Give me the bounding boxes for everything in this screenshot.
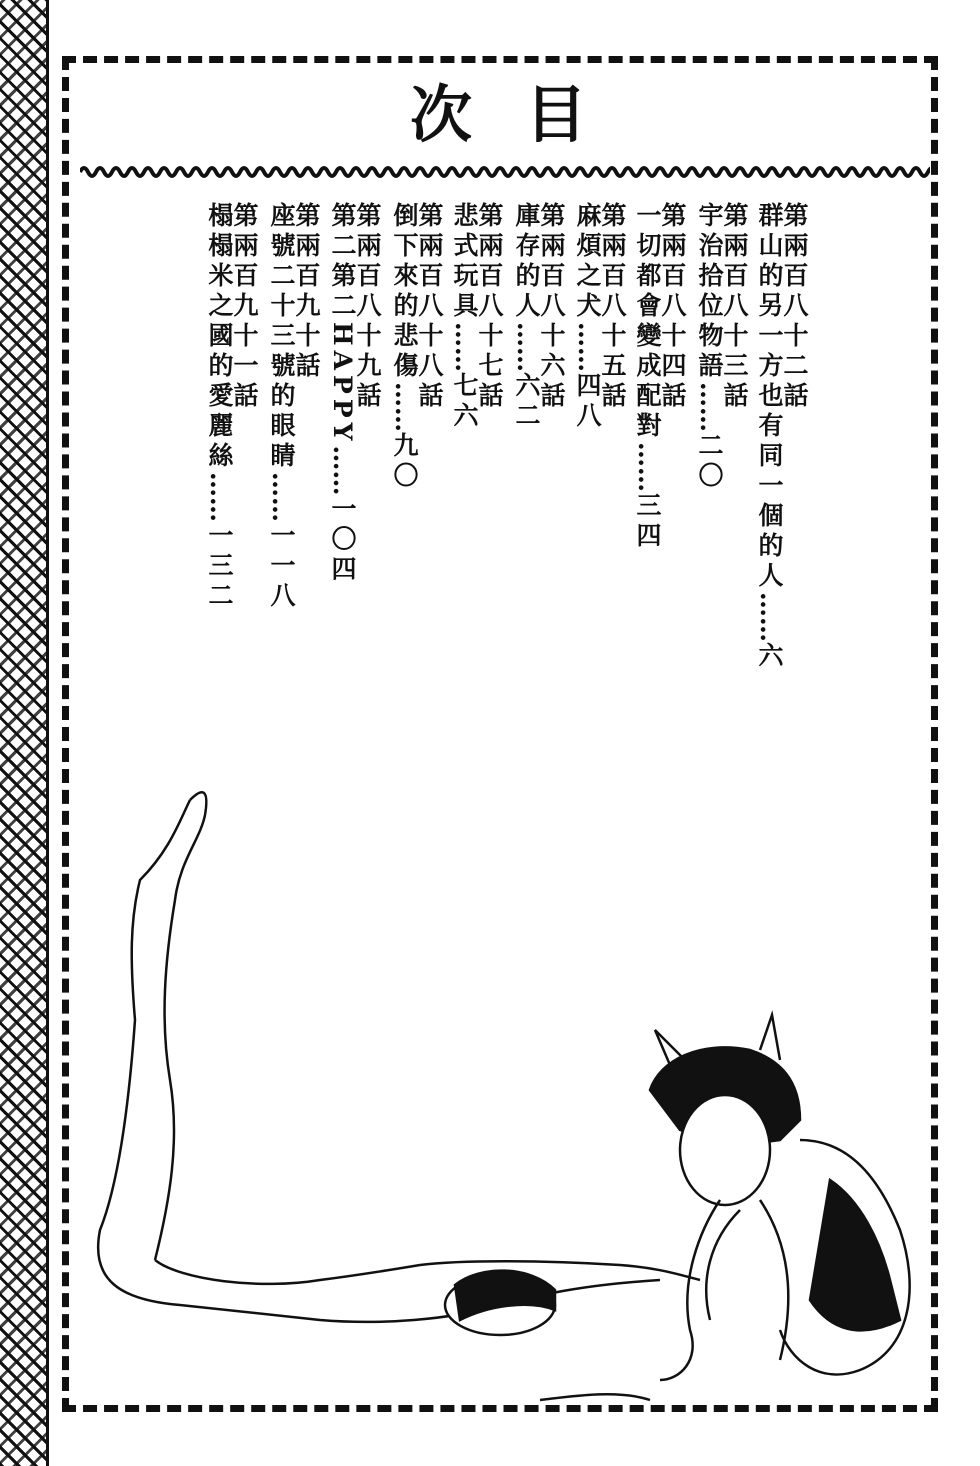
leader-dots: …… <box>205 472 234 522</box>
chapter-title: 一切都會變成配對 <box>633 202 662 442</box>
leader-dots: …… <box>390 382 419 432</box>
leader-dots: …… <box>512 322 541 372</box>
leader-dots: …… <box>328 445 357 496</box>
toc-entry <box>269 202 319 612</box>
chapter-title: 宇治拾位物語 <box>695 202 724 382</box>
chapter-title: 榻榻米之國的愛麗絲 <box>205 202 234 472</box>
chapter-number: 第兩百八十五話 <box>598 202 627 412</box>
page-number: 三四 <box>633 492 662 552</box>
chapter-title: 悲式玩具 <box>450 202 479 322</box>
heading-char-1: 次 <box>410 78 473 151</box>
chapter-number: 第兩百八十三話 <box>720 202 749 412</box>
page-number: 一一八 <box>267 522 296 612</box>
leader-dots: …… <box>573 322 602 372</box>
toc-entry <box>330 202 380 585</box>
page-number: 七六 <box>450 372 479 432</box>
leader-dots: …… <box>633 442 662 492</box>
chapter-number: 第兩百九十話 <box>292 202 321 382</box>
chapter-title: 座號二十三號的眼睛 <box>267 202 296 472</box>
chapter-title: 庫存的人 <box>512 202 541 322</box>
page-number: 一〇四 <box>328 495 357 586</box>
chapter-number: 第兩百八十九話 <box>353 202 382 412</box>
heading-char-2: 目 <box>525 78 588 151</box>
chapter-number: 第兩百八十八話 <box>415 202 444 412</box>
page-number: 九〇 <box>390 432 419 492</box>
chapter-number: 第兩百八十七話 <box>475 202 504 412</box>
toc-entry <box>392 202 442 492</box>
leader-dots: …… <box>755 592 784 642</box>
toc-entry <box>207 202 257 612</box>
page-number: 一三二 <box>205 522 234 612</box>
toc-entry <box>452 202 502 432</box>
page-number: 六二 <box>512 372 541 432</box>
page-number: 二〇 <box>695 432 724 492</box>
leader-dots: …… <box>695 382 724 432</box>
toc-entry <box>757 202 807 672</box>
decorative-pattern-border <box>0 0 49 1466</box>
chapter-title: 第二第二HAPPY <box>328 202 357 446</box>
illustration-two-girls-stretching <box>60 760 950 1410</box>
chapter-title: 麻煩之犬 <box>573 202 602 322</box>
toc-entry <box>697 202 747 492</box>
leader-dots: …… <box>450 322 479 372</box>
leader-dots: …… <box>267 472 296 522</box>
page-number: 四八 <box>573 372 602 432</box>
chapter-title: 倒下來的悲傷 <box>390 202 419 382</box>
chapter-number: 第兩百九十一話 <box>230 202 259 412</box>
page-number: 六 <box>755 642 784 672</box>
chapter-number: 第兩百八十六話 <box>537 202 566 412</box>
wavy-divider <box>80 160 930 184</box>
chapter-number: 第兩百八十二話 <box>780 202 809 412</box>
chapter-number: 第兩百八十四話 <box>658 202 687 412</box>
toc-entry <box>635 202 685 552</box>
toc-entry <box>514 202 564 432</box>
chapter-title: 群山的另一方也有同一個的人 <box>755 202 784 592</box>
toc-entry <box>575 202 625 432</box>
